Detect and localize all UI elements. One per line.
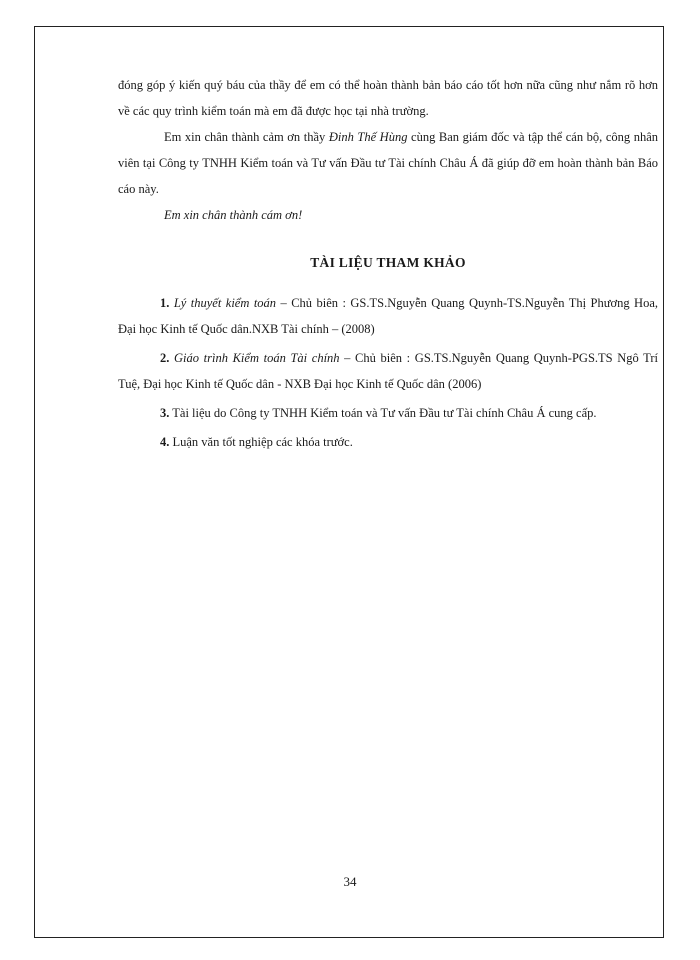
reference-details: – Chủ biên : GS.TS.Nguyễn Quang Quynh-TS.Nguyễn Thị Phương Hoa, Đại học Kinh tế Quốc dân.NXB Tài chính – (2008): [118, 296, 658, 336]
reference-number: 4.: [160, 435, 170, 449]
reference-item: [118, 345, 658, 397]
paragraph-acknowledgement-continued: đóng góp ý kiến quý báu của thầy để em có thể hoàn thành bản báo cáo tốt hơn nữa cũng như nắm rõ hơn về các quy trình kiểm toán mà em đã được học tại nhà trường.: [118, 78, 658, 118]
references-heading: TÀI LIỆU THAM KHẢO: [310, 255, 466, 270]
reference-details: – Chủ biên : GS.TS.Nguyễn Quang Quynh-PGS.TS Ngô Trí Tuệ, Đại học Kinh tế Quốc dân - NXB Đại học Kinh tế Quốc dân (2006): [118, 351, 659, 391]
reference-title: Giáo trình Kiểm toán Tài chính: [174, 351, 340, 365]
teacher-name: Đinh Thế Hùng: [328, 130, 408, 144]
reference-item: [118, 429, 658, 455]
thanks-prefix: Em xin chân thành cảm ơn thầy: [164, 130, 329, 144]
reference-number: 1.: [160, 296, 170, 310]
reference-title: Lý thuyết kiểm toán: [173, 296, 277, 310]
reference-item: [118, 290, 658, 342]
page-number: 34: [343, 874, 357, 889]
reference-item: [118, 400, 658, 426]
reference-number: 3.: [160, 406, 170, 420]
references-list: [118, 290, 658, 455]
reference-details: Tài liệu do Công ty TNHH Kiểm toán và Tư vấn Đầu tư Tài chính Châu Á cung cấp.: [169, 406, 597, 420]
closing-thanks: Em xin chân thành cám ơn!: [164, 208, 303, 222]
page-content: [118, 72, 658, 458]
reference-details: Luận văn tốt nghiệp các khóa trước.: [169, 435, 353, 449]
thanks-suffix: cùng Ban giám đốc và tập thể cán bộ, công nhân viên tại Công ty TNHH Kiểm toán và Tư vấn Đầu tư Tài chính Châu Á đã giúp đỡ em hoàn thành bản Báo cáo này.: [118, 130, 658, 196]
reference-number: 2.: [160, 351, 170, 365]
paragraph-thanks-teacher: [118, 124, 658, 202]
